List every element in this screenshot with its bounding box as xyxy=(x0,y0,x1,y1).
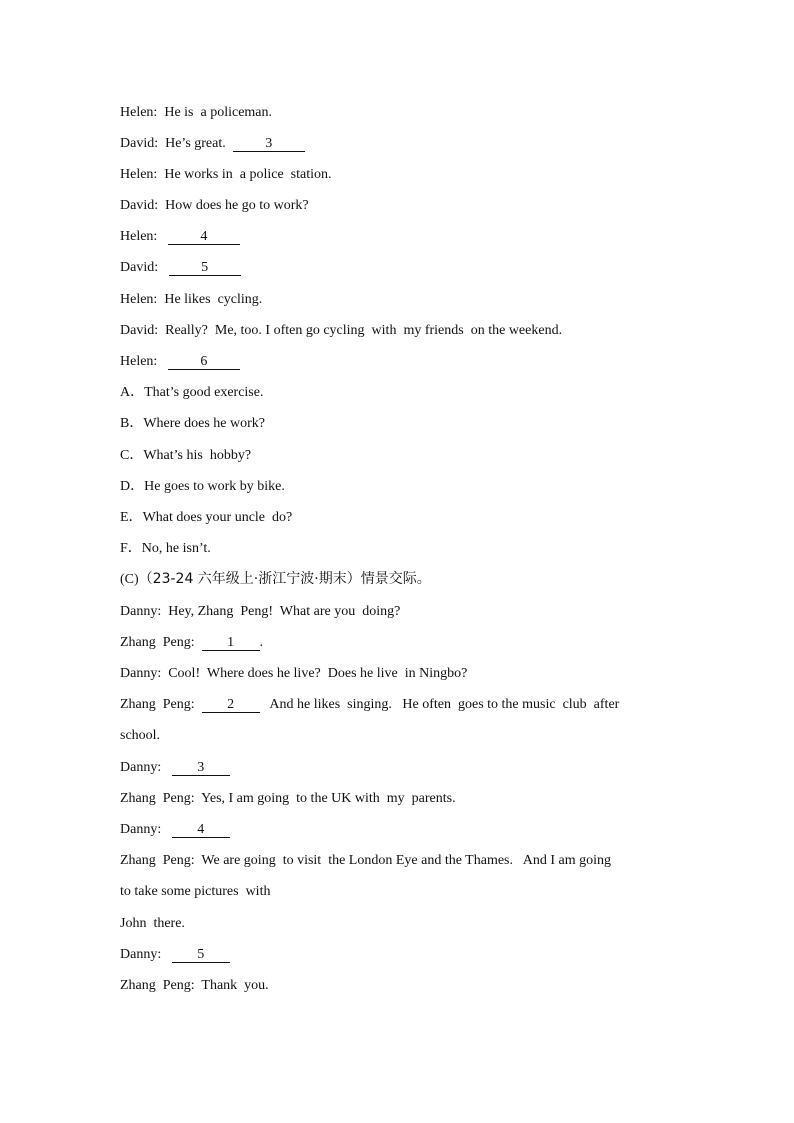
line-text: He’s great. xyxy=(165,136,226,151)
answer-blank-4[interactable]: 4 xyxy=(168,229,240,245)
option-text: That’s good exercise. xyxy=(144,385,264,400)
answer-blank-c3[interactable]: 3 xyxy=(172,760,230,776)
option-letter: E． xyxy=(120,510,143,525)
option-d xyxy=(120,478,285,496)
dialogue-line-danny-3 xyxy=(120,759,230,777)
dialogue-line-zhang-5 xyxy=(120,977,269,995)
line-text: He is a policeman. xyxy=(164,105,273,120)
line-text: We are going to visit the London Eye and the Thames. And I am going xyxy=(201,853,611,868)
answer-blank-c1[interactable]: 1 xyxy=(202,635,260,651)
option-text: What’s his hobby? xyxy=(143,448,252,463)
answer-blank-3[interactable]: 3 xyxy=(233,136,305,152)
section-label: (C) xyxy=(120,572,139,587)
line-text: Hey, Zhang Peng! What are you doing? xyxy=(168,604,401,619)
line-text: And he likes singing. He often goes to the music club after xyxy=(269,697,620,712)
line-text: school. xyxy=(120,728,161,743)
option-a xyxy=(120,384,263,402)
speaker: Helen: xyxy=(120,105,158,120)
answer-blank-6[interactable]: 6 xyxy=(168,354,240,370)
option-text: What does your uncle do? xyxy=(142,510,293,525)
answer-blank-5[interactable]: 5 xyxy=(169,260,241,276)
dialogue-line-david-1 xyxy=(120,135,305,153)
option-text: Where does he work? xyxy=(143,416,266,431)
line-text: Cool! Where does he live? Does he live in Ningbo? xyxy=(168,666,468,681)
speaker: David: xyxy=(120,136,159,151)
speaker: Zhang Peng: xyxy=(120,978,195,993)
speaker: Helen: xyxy=(120,292,158,307)
dialogue-continuation xyxy=(120,727,160,745)
option-e xyxy=(120,509,292,527)
dialogue-line-zhang-1 xyxy=(120,634,263,652)
speaker: Danny: xyxy=(120,604,162,619)
line-text: Yes, I am going to the UK with my parents. xyxy=(201,791,456,806)
option-letter: B． xyxy=(120,416,144,431)
option-letter: C． xyxy=(120,448,144,463)
dialogue-continuation xyxy=(120,883,270,901)
option-text: No, he isn’t. xyxy=(141,541,211,556)
dialogue-line-helen-1 xyxy=(120,104,272,122)
option-letter: A． xyxy=(120,385,145,400)
speaker: Zhang Peng: xyxy=(120,697,195,712)
dialogue-line-danny-5 xyxy=(120,946,230,964)
option-letter: F． xyxy=(120,541,142,556)
speaker: Helen: xyxy=(120,354,158,369)
speaker: Zhang Peng: xyxy=(120,635,195,650)
line-text: He likes cycling. xyxy=(164,292,263,307)
dialogue-line-zhang-2 xyxy=(120,696,619,714)
dialogue-line-zhang-3 xyxy=(120,790,456,808)
option-f xyxy=(120,540,211,558)
dialogue-line-helen-4 xyxy=(120,291,262,309)
answer-blank-c2[interactable]: 2 xyxy=(202,697,260,713)
option-text: He goes to work by bike. xyxy=(144,479,285,494)
speaker: Zhang Peng: xyxy=(120,791,195,806)
line-text: . xyxy=(259,635,264,650)
answer-blank-c4[interactable]: 4 xyxy=(172,822,230,838)
dialogue-line-helen-5 xyxy=(120,353,240,371)
dialogue-line-helen-2 xyxy=(120,166,332,184)
dialogue-line-danny-1 xyxy=(120,603,400,621)
option-c xyxy=(120,447,251,465)
line-text: How does he go to work? xyxy=(165,198,309,213)
section-c-heading xyxy=(120,570,431,589)
speaker: Danny: xyxy=(120,760,162,775)
line-text: John there. xyxy=(120,916,185,931)
speaker: David: xyxy=(120,323,159,338)
answer-blank-c5[interactable]: 5 xyxy=(172,947,230,963)
option-letter: D． xyxy=(120,479,145,494)
dialogue-line-danny-4 xyxy=(120,821,230,839)
line-text: Thank you. xyxy=(201,978,269,993)
speaker: Helen: xyxy=(120,229,158,244)
speaker: David: xyxy=(120,198,159,213)
line-text: He works in a police station. xyxy=(164,167,332,182)
dialogue-line-helen-3 xyxy=(120,228,240,246)
section-source: （23-24 六年级上·浙江宁波·期末）情景交际。 xyxy=(138,571,431,587)
dialogue-continuation xyxy=(120,915,185,933)
line-text: to take some pictures with xyxy=(120,884,271,899)
speaker: David: xyxy=(120,260,159,275)
line-text: Really? Me, too. I often go cycling with my friends on the weekend. xyxy=(165,323,563,338)
speaker: Danny: xyxy=(120,822,162,837)
dialogue-line-zhang-4 xyxy=(120,852,611,870)
speaker: Danny: xyxy=(120,947,162,962)
speaker: Danny: xyxy=(120,666,162,681)
dialogue-line-david-3 xyxy=(120,259,241,277)
speaker: Helen: xyxy=(120,167,158,182)
speaker: Zhang Peng: xyxy=(120,853,195,868)
option-b xyxy=(120,415,265,433)
dialogue-line-danny-2 xyxy=(120,665,467,683)
dialogue-line-david-2 xyxy=(120,197,309,215)
dialogue-line-david-4 xyxy=(120,322,562,340)
